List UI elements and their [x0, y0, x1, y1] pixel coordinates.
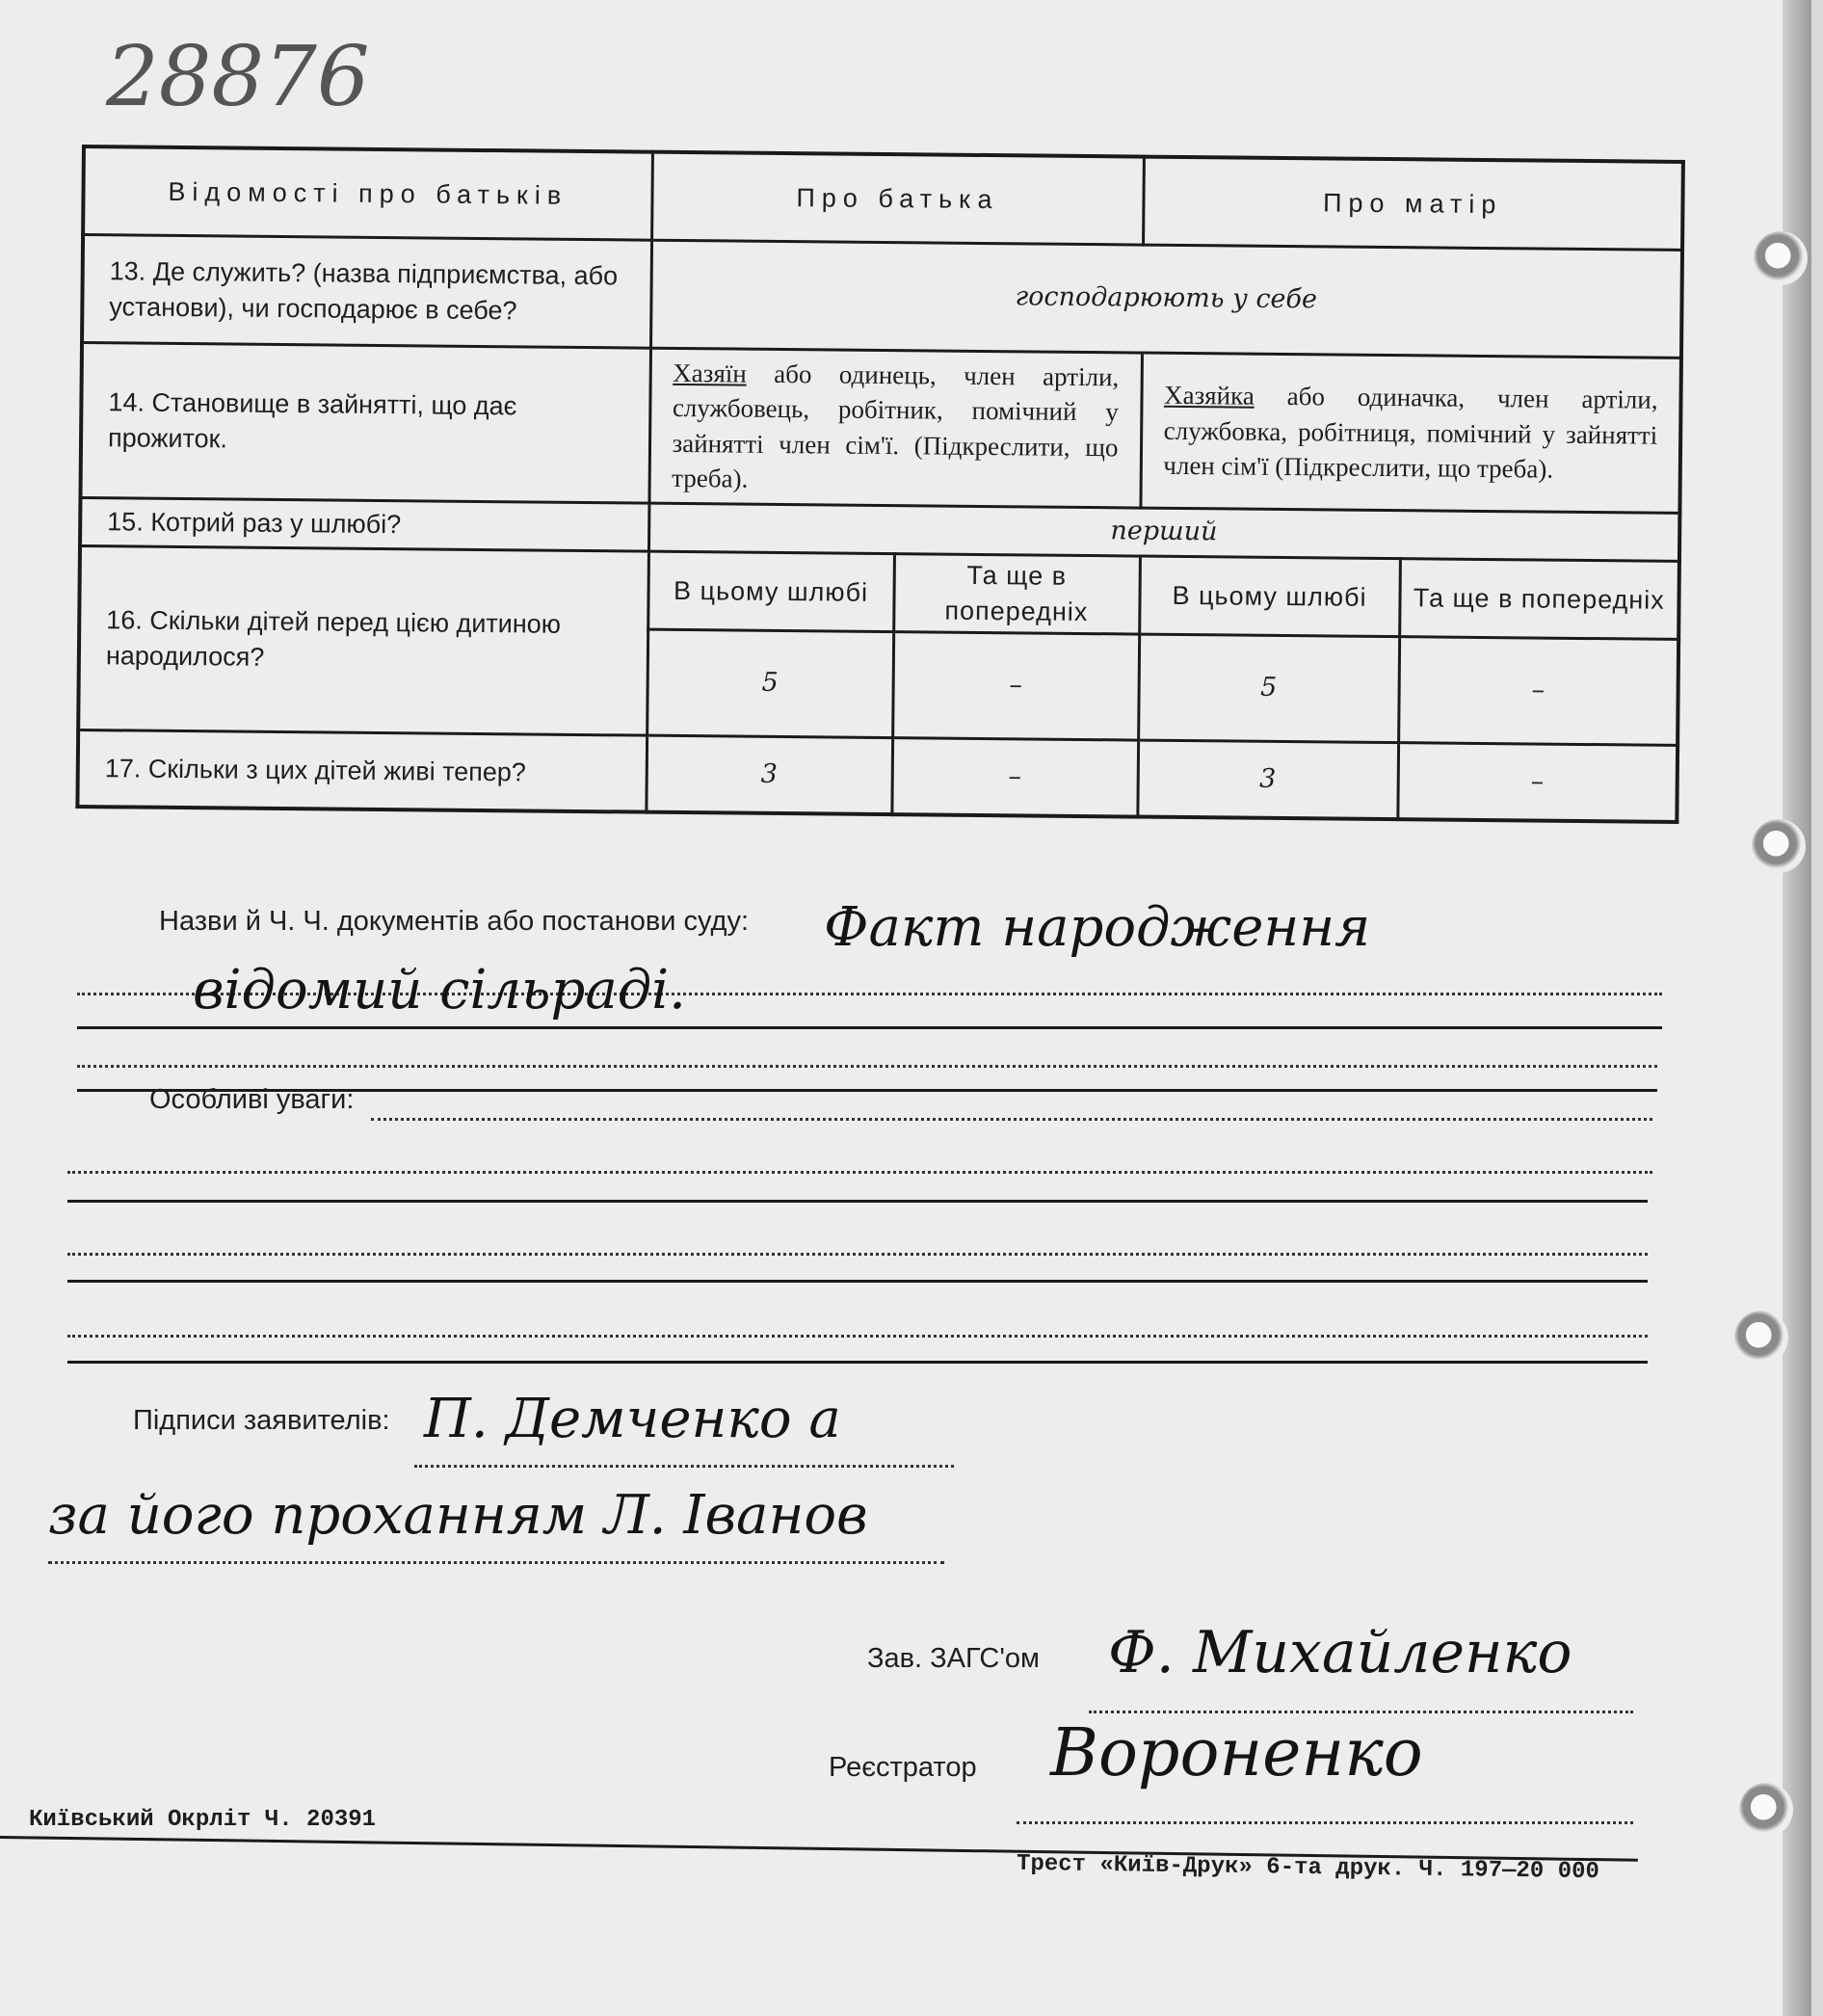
q15-label: 15. Котрий раз у шлюбі?: [80, 497, 648, 551]
parents-info-table-wrap: [75, 145, 1681, 873]
subheader-father-this: В цьому шлюбі: [647, 551, 894, 631]
q14-label: 14. Становище в зайнятті, що дає прожиток.: [80, 343, 650, 503]
q14-father-underlined: Хазяїн: [673, 358, 747, 388]
zags-head-signature: Ф. Михайленко: [1108, 1619, 1572, 1686]
q13-answer: господарюють у себе: [650, 240, 1682, 358]
registrar-label: Реєстратор: [829, 1752, 977, 1783]
dotted-line: [48, 1561, 944, 1564]
q15-answer: перший: [648, 503, 1679, 561]
q13-label: 13. Де служить? (назва підприємства, або установи), чи господарює в себе?: [82, 235, 651, 349]
signatures-label: Підписи заявителів:: [133, 1405, 390, 1436]
parents-info-table: [75, 145, 1685, 824]
subheader-mother-previous: Та ще в попередніх: [1399, 558, 1679, 639]
rule-line: [67, 1280, 1648, 1283]
binding-hole: [1754, 231, 1808, 285]
documents-label: Назви й Ч. Ч. документів або постанови суду:: [159, 906, 750, 937]
dotted-line: [1089, 1711, 1633, 1713]
archive-number: 28876: [106, 29, 370, 125]
subheader-father-previous: Та ще в попередніх: [893, 553, 1140, 633]
q14-mother-underlined: Хазяйка: [1163, 381, 1255, 411]
dotted-line: [1017, 1821, 1633, 1824]
zags-head-label: Зав. ЗАГС'ом: [867, 1643, 1040, 1674]
q17-mother-previous: –: [1397, 742, 1678, 822]
q17-label: 17. Скільки з цих дітей живі тепер?: [77, 729, 647, 812]
q14-mother-options: [1140, 353, 1681, 513]
documents-line2: відомий сільраді.: [193, 959, 686, 1021]
binding-hole: [1752, 819, 1806, 873]
table-header-row: [83, 146, 1683, 250]
registrar-signature: Вороненко: [1050, 1715, 1423, 1791]
row-q13: [82, 235, 1682, 358]
dotted-line: [67, 1253, 1648, 1256]
footer-left: Київський Окрліт Ч. 20391: [29, 1807, 377, 1833]
rule-line: [67, 1200, 1648, 1203]
row-q14: [80, 343, 1680, 514]
q16-father-this: 5: [647, 629, 893, 737]
q17-father-previous: –: [891, 737, 1138, 816]
dotted-line: [77, 1065, 1657, 1068]
q17-father-this: 3: [646, 735, 892, 814]
page-edge-shadow: [1783, 0, 1811, 2016]
q16-mother-previous: –: [1398, 636, 1678, 745]
footer-right: Трест «Київ-Друк» 6-та друк. Ч. 197—20 000: [1016, 1850, 1600, 1886]
dotted-line: [67, 1171, 1652, 1174]
signature-line2: за його проханням Л. Іванов: [48, 1484, 868, 1547]
binding-hole: [1739, 1783, 1793, 1837]
binding-hole: [1734, 1311, 1788, 1365]
signature-line1: П. Демченко а: [424, 1388, 841, 1450]
q16-father-previous: –: [892, 631, 1139, 739]
row-q17: [77, 729, 1678, 822]
rule-line: [77, 1026, 1662, 1029]
row-subheaders: [79, 545, 1679, 639]
dotted-line: [67, 1335, 1648, 1338]
q14-mother-rest: або одиначка, член артіли, службовка, робітниця, помічний у зайнятті член сім'ї (Підкреслити, що треба).: [1163, 381, 1658, 484]
header-mother: Про матір: [1143, 157, 1683, 251]
q16-mother-this: 5: [1138, 634, 1399, 743]
q14-father-options: [648, 348, 1142, 508]
q16-label: 16. Скільки дітей перед цією дитиною народилося?: [78, 545, 648, 735]
documents-line1: Факт народження: [824, 896, 1371, 959]
q17-mother-this: 3: [1137, 740, 1398, 820]
subheader-mother-this: В цьому шлюбі: [1139, 556, 1400, 637]
header-parents-info: Відомості про батьків: [83, 146, 652, 240]
dotted-line: [371, 1118, 1652, 1121]
header-father: Про батька: [651, 152, 1144, 245]
q14-father-rest: або одинець, член артіли, службовець, робітник, помічний у зайнятті член сім'ї. (Підкреслити, що треба).: [672, 358, 1120, 493]
dotted-line: [414, 1465, 954, 1468]
remarks-label: Особливі уваги:: [149, 1084, 355, 1115]
rule-line: [67, 1361, 1648, 1364]
